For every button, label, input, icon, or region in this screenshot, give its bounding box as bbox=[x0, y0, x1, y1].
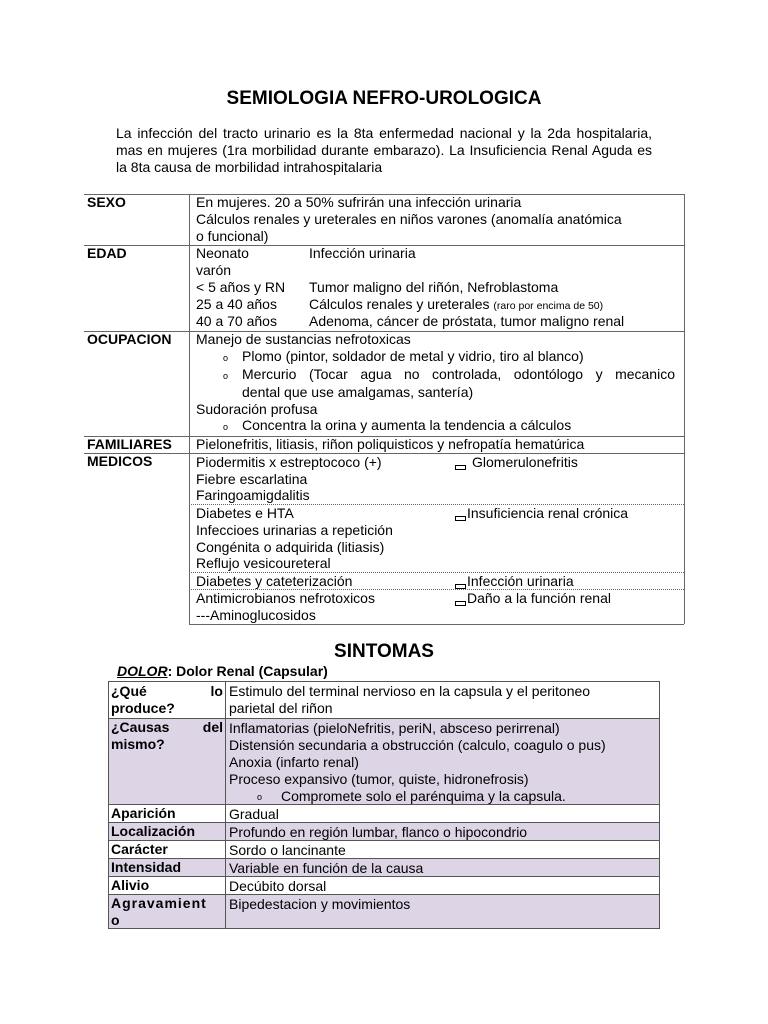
pain-table bbox=[108, 681, 660, 929]
medicos-g1-l3: Faringoamigdalitis bbox=[196, 487, 310, 503]
intro-paragraph: La infección del tracto urinario es la 8ta enfermedad nacional y la 2da hospitalaria, mas en mujeres (1ra morbilidad durante embarazo). La Insuficiencia Renal Aguda es la 8ta causa de morbilidad intrahospitalaria bbox=[116, 125, 652, 175]
medicos-g2-l1: Diabetes e HTA bbox=[196, 505, 294, 521]
medicos-g3-l1: Diabetes y cateterización bbox=[196, 573, 353, 589]
dolor-label: DOLOR bbox=[117, 663, 168, 679]
row-label-familiares: FAMILIARES bbox=[87, 436, 172, 452]
pain-value-causas-3: Anoxia (infarto renal) bbox=[229, 754, 359, 770]
pain-value-agravamiento: Bipedestacion y movimientos bbox=[229, 896, 411, 912]
medicos-g4-l1: Antimicrobianos nefrotoxicos bbox=[196, 590, 375, 606]
pain-value-alivio: Decúbito dorsal bbox=[229, 878, 327, 894]
table-border-right bbox=[684, 194, 685, 624]
medicos-g2-l3: Congénita o adquirida (litiasis) bbox=[196, 539, 385, 555]
medicos-g4-l2: ---Aminoglucosidos bbox=[196, 607, 316, 623]
pain-value-causas-2: Distensión secundaria a obstrucción (calculo, coagulo o pus) bbox=[229, 737, 606, 753]
row-label-sexo: SEXO bbox=[87, 194, 126, 210]
arrow-icon bbox=[455, 516, 466, 521]
pain-label-caracter: Carácter bbox=[111, 841, 168, 857]
ocupacion-bullet-3: Concentra la orina y aumenta la tendencia a cálculos bbox=[242, 417, 572, 433]
edad-cond-4-text: Cálculos renales y ureterales bbox=[309, 296, 490, 312]
ocupacion-bullet-1: Plomo (pintor, soldador de metal y vidrio, tiro al blanco) bbox=[242, 348, 584, 364]
medicos-g2-l2: Infeccioes urinarias a repetición bbox=[196, 522, 393, 538]
section-heading-sintomas: SINTOMAS bbox=[334, 641, 434, 662]
edad-age-4: 25 a 40 años bbox=[196, 296, 277, 312]
edad-age-2: varón bbox=[196, 262, 232, 278]
table-row bbox=[109, 682, 659, 718]
medicos-g1-l2: Fiebre escarlatina bbox=[196, 471, 308, 487]
edad-cond-5: Adenoma, cáncer de próstata, tumor maligno renal bbox=[309, 313, 625, 329]
edad-cond-4-note: (raro por encima de 50) bbox=[493, 300, 604, 312]
pain-value-caracter: Sordo o lancinante bbox=[229, 842, 346, 858]
column-divider bbox=[225, 682, 226, 928]
row-label-medicos: MEDICOS bbox=[87, 453, 153, 469]
pain-value-localizacion: Profundo en región lumbar, flanco o hipocondrio bbox=[229, 824, 528, 840]
table-row bbox=[109, 804, 659, 822]
arrow-icon bbox=[455, 584, 466, 589]
table-row bbox=[109, 858, 659, 876]
pain-label-alivio: Alivio bbox=[111, 877, 150, 893]
pain-value-causas-bullet: Compromete solo el parénquima y la capsula. bbox=[281, 788, 566, 804]
pain-label-intensidad: Intensidad bbox=[111, 859, 182, 875]
medicos-g2-l4: Reflujo vesicoureteral bbox=[196, 555, 331, 571]
column-divider bbox=[189, 194, 190, 624]
edad-age-5: 40 a 70 años bbox=[196, 313, 277, 329]
bullet-icon: o bbox=[257, 792, 263, 802]
bullet-icon: o bbox=[223, 353, 229, 363]
table-row bbox=[109, 876, 659, 894]
pain-value-causas-4: Proceso expansivo (tumor, quiste, hidronefrosis) bbox=[229, 771, 529, 787]
edad-cond-3: Tumor maligno del riñón, Nefroblastoma bbox=[309, 279, 559, 295]
arrow-icon bbox=[455, 601, 466, 606]
arrow-icon bbox=[455, 465, 466, 470]
pain-value-que-2: parietal del riñon bbox=[229, 700, 333, 716]
bullet-icon: o bbox=[223, 422, 229, 432]
ocupacion-bullet-2a: Mercurio (Tocar agua no controlada, odontólogo y mecanico bbox=[242, 366, 675, 382]
pain-label-localizacion: Localización bbox=[111, 823, 196, 839]
ocupacion-line-2: Sudoración profusa bbox=[196, 401, 318, 417]
familiares-text: Pielonefritis, litiasis, riñon poliquisticos y nefropatía hematúrica bbox=[196, 436, 585, 452]
pain-label-que: ¿Qué lo produce? bbox=[111, 683, 223, 716]
table-row bbox=[109, 822, 659, 840]
edad-age-1: Neonato bbox=[196, 245, 249, 261]
pain-value-que-1: Estimulo del terminal nervioso en la capsula y el peritoneo bbox=[229, 683, 591, 699]
pain-value-causas-1: Inflamatorias (pieloNefritis, periN, absceso perirrenal) bbox=[229, 720, 560, 736]
medicos-g1-l1: Piodermitis x estreptococo (+) bbox=[196, 454, 382, 470]
row-label-ocupacion: OCUPACION bbox=[87, 331, 172, 347]
dolor-heading bbox=[117, 663, 328, 679]
dolor-subtitle: : Dolor Renal (Capsular) bbox=[167, 663, 328, 679]
pain-label-agravamiento: Agravamiento bbox=[111, 895, 207, 928]
medicos-g2-result: Insuficiencia renal crónica bbox=[467, 505, 629, 521]
sexo-line-2: Cálculos renales y ureterales en niños varones (anomalía anatómica bbox=[196, 211, 622, 227]
table-row bbox=[109, 840, 659, 858]
pain-label-causas: ¿Causas del mismo? bbox=[111, 719, 223, 752]
medicos-g4-result: Daño a la función renal bbox=[467, 590, 611, 606]
medicos-g1-result: Glomerulonefritis bbox=[472, 454, 578, 470]
edad-cond-4 bbox=[309, 296, 603, 312]
table-border-bottom bbox=[189, 624, 684, 625]
sexo-line-3: o funcional) bbox=[196, 228, 269, 244]
medicos-g3-result: Infección urinaria bbox=[467, 573, 574, 589]
table-row bbox=[109, 894, 659, 928]
table-row bbox=[109, 718, 659, 804]
bullet-icon: o bbox=[223, 371, 229, 381]
sexo-line-1: En mujeres. 20 a 50% sufrirán una infección urinaria bbox=[196, 194, 522, 210]
pain-label-aparicion: Aparición bbox=[111, 805, 176, 821]
edad-age-3: < 5 años y RN bbox=[196, 279, 286, 295]
ocupacion-bullet-2b: dental que use amalgamas, santería) bbox=[242, 384, 474, 400]
row-label-edad: EDAD bbox=[87, 245, 127, 261]
pain-value-aparicion: Gradual bbox=[229, 806, 279, 822]
ocupacion-line-1: Manejo de sustancias nefrotoxicas bbox=[196, 331, 411, 347]
row-divider bbox=[84, 453, 684, 454]
pain-value-intensidad: Variable en función de la causa bbox=[229, 860, 424, 876]
edad-cond-1: Infección urinaria bbox=[309, 245, 416, 261]
page-title: SEMIOLOGIA NEFRO-UROLOGICA bbox=[226, 88, 542, 109]
